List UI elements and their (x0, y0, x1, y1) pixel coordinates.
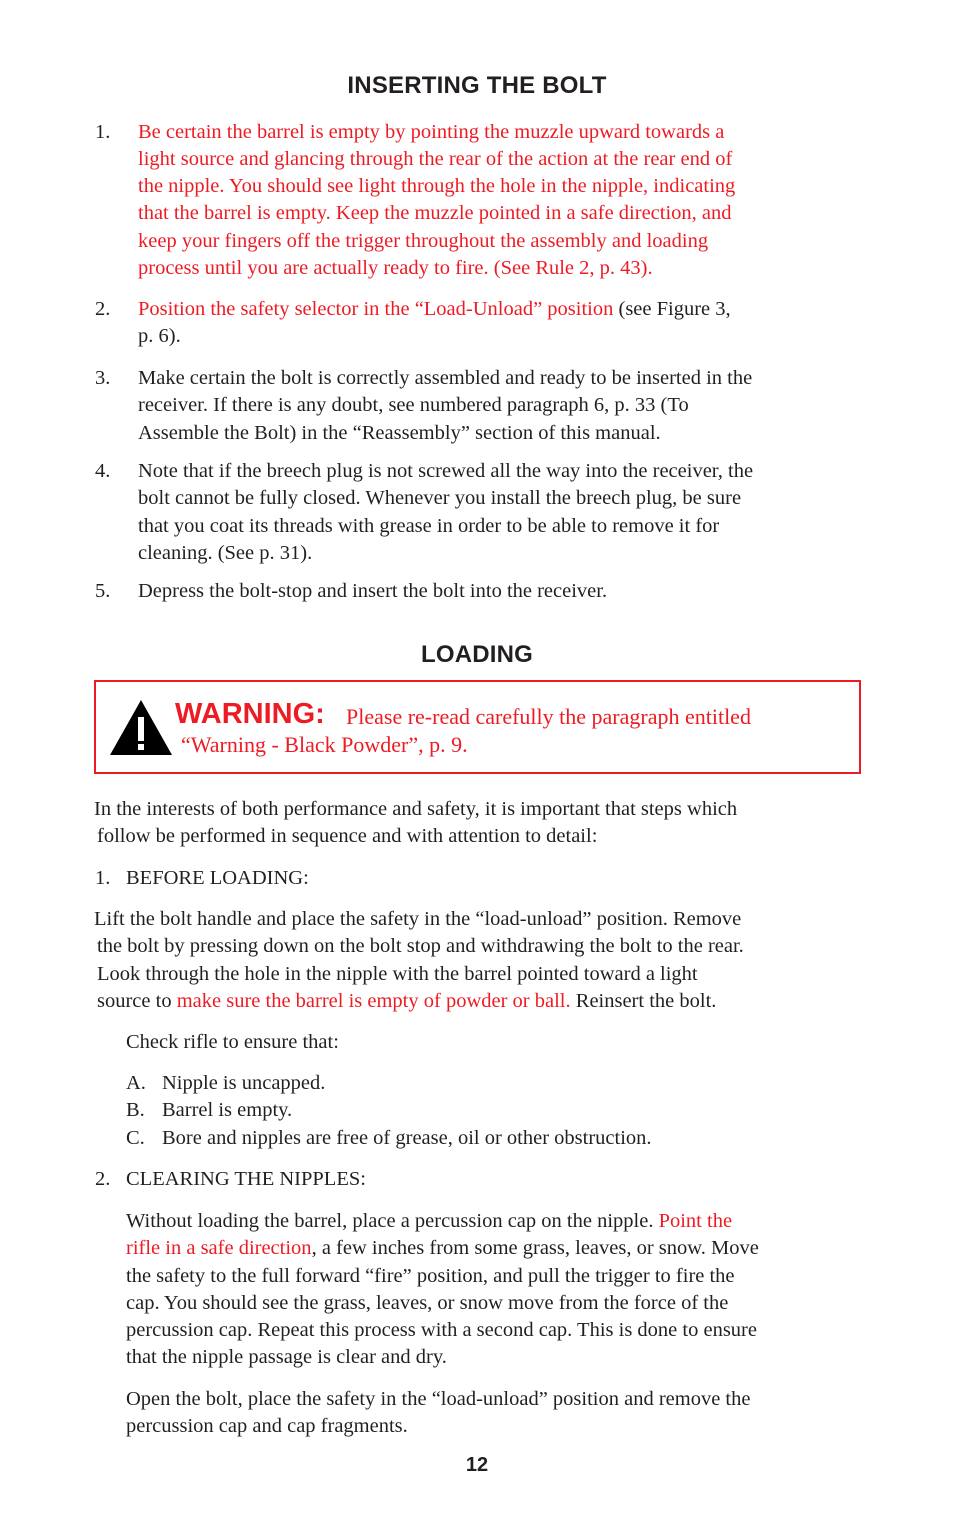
step-number: 3. (95, 367, 111, 389)
clearing-warning-text: rifle in a safe direction (126, 1237, 312, 1259)
clearing-line: percussion cap. Repeat this process with a second cap. This is done to ensure (126, 1319, 757, 1341)
step-1-line: keep your fingers off the trigger throughout the assembly and loading (138, 230, 709, 252)
warning-text-line: “Warning - Black Powder”, p. 9. (181, 732, 468, 757)
before-loading-title: BEFORE LOADING: (126, 867, 309, 889)
step-4-line: Note that if the breech plug is not screwed all the way into the receiver, the (138, 460, 754, 482)
clearing-line: the safety to the full forward “fire” position, and pull the trigger to fire the (126, 1265, 735, 1287)
step-2-line: p. 6). (138, 325, 181, 347)
clearing-line: Open the bolt, place the safety in the “load-unload” position and remove the (126, 1388, 751, 1410)
clearing-line (126, 1208, 732, 1235)
step-3-line: receiver. If there is any doubt, see numbered paragraph 6, p. 33 (To (138, 394, 689, 416)
step-2-safety-text: Position the safety selector in the “Load-Unload” position (138, 298, 614, 320)
heading-loading: LOADING (420, 641, 534, 668)
section-number: 2. (95, 1168, 111, 1190)
step-3-line: Assemble the Bolt) in the “Reassembly” section of this manual. (138, 422, 661, 444)
step-3-line: Make certain the bolt is correctly assembled and ready to be inserted in the (138, 367, 753, 389)
clearing-text: , a few inches from some grass, leaves, or snow. Move (311, 1237, 759, 1259)
clearing-line: cap. You should see the grass, leaves, or snow move from the force of the (126, 1292, 729, 1314)
clearing-text: Without loading the barrel, place a percussion cap on the nipple. (126, 1210, 659, 1232)
clearing-line: that the nipple passage is clear and dry. (126, 1346, 447, 1368)
before-loading-line: Look through the hole in the nipple with the barrel pointed toward a light (97, 963, 698, 985)
heading-inserting-the-bolt: INSERTING THE BOLT (347, 72, 607, 99)
clearing-title: CLEARING THE NIPPLES: (126, 1168, 366, 1190)
check-item: Nipple is uncapped. (162, 1072, 326, 1094)
page-number: 12 (465, 1454, 489, 1476)
intro-line: follow be performed in sequence and with attention to detail: (97, 825, 598, 847)
warning-label: WARNING: (175, 698, 325, 730)
step-2-line (138, 296, 731, 323)
step-1-line: Be certain the barrel is empty by pointing the muzzle upward towards a (138, 121, 725, 143)
clearing-warning-text: Point the (658, 1210, 733, 1232)
check-letter: A. (126, 1072, 146, 1094)
check-letter: C. (126, 1127, 145, 1149)
step-1-line: the nipple. You should see light through the hole in the nipple, indicating (138, 175, 736, 197)
warning-triangle-icon (108, 697, 174, 757)
check-item: Barrel is empty. (162, 1099, 293, 1121)
step-5-line: Depress the bolt-stop and insert the bolt into the receiver. (138, 580, 608, 602)
before-loading-line (97, 988, 716, 1015)
step-4-line: cleaning. (See p. 31). (138, 542, 313, 564)
before-loading-text: source to (97, 990, 177, 1012)
step-number: 5. (95, 580, 111, 602)
step-number: 2. (95, 298, 111, 320)
check-intro: Check rifle to ensure that: (126, 1031, 339, 1053)
section-number: 1. (95, 867, 111, 889)
check-letter: B. (126, 1099, 145, 1121)
intro-line: In the interests of both performance and safety, it is important that steps which (94, 798, 738, 820)
step-number: 4. (95, 460, 111, 482)
before-loading-text: Reinsert the bolt. (570, 990, 717, 1012)
step-4-line: bolt cannot be fully closed. Whenever you install the breech plug, be sure (138, 487, 742, 509)
before-loading-line: the bolt by pressing down on the bolt stop and withdrawing the bolt to the rear. (97, 935, 744, 957)
before-loading-warning-text: make sure the barrel is empty of powder or ball. (176, 990, 571, 1012)
step-4-line: that you coat its threads with grease in order to be able to remove it for (138, 515, 720, 537)
step-2-figure-ref: (see Figure 3, (613, 298, 731, 320)
check-item: Bore and nipples are free of grease, oil or other obstruction. (162, 1127, 652, 1149)
clearing-line (126, 1235, 759, 1262)
step-number: 1. (95, 121, 111, 143)
step-1-line: process until you are actually ready to fire. (See Rule 2, p. 43). (138, 257, 653, 279)
warning-text-line: Please re-read carefully the paragraph entitled (346, 704, 751, 729)
clearing-line: percussion cap and cap fragments. (126, 1415, 408, 1437)
before-loading-line: Lift the bolt handle and place the safety in the “load-unload” position. Remove (94, 908, 742, 930)
step-1-line: that the barrel is empty. Keep the muzzle pointed in a safe direction, and (138, 202, 732, 224)
step-1-line: light source and glancing through the rear of the action at the rear end of (138, 148, 733, 170)
